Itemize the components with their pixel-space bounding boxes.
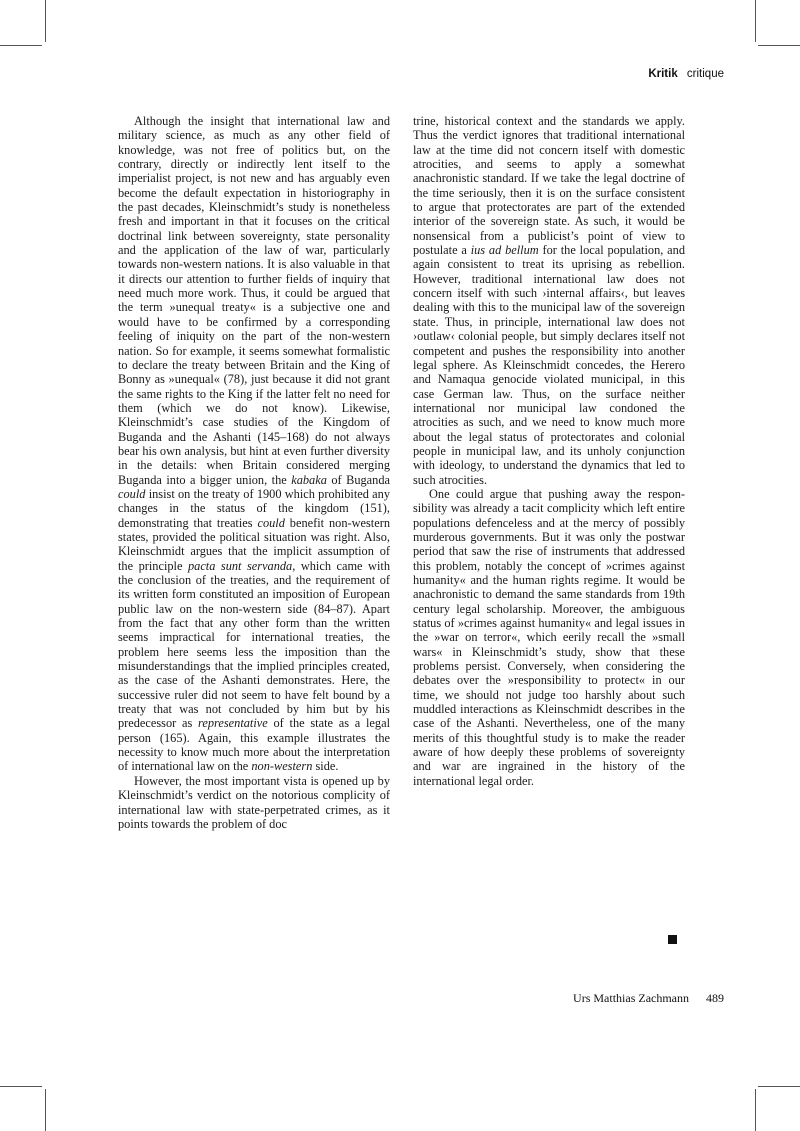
paragraph: trine, historical context and the standards we apply. Thus the verdict ignores that traditional international law at the time did not concern itself with domestic atrocities, and seems to apply a somewhat anachronistic standard. If we take the legal doctrine of the time seriously, then it is on the surface consistent to argue that protectorates are part of the extended interior of the sovereign state. As such, it would be nonsensical from a publicist’s point of view to postulate a ius ad bellum for the local population, and again consistent to treat its uprising as rebellion. However, traditional international law does not concern itself with such ›internal affairs‹, but leaves dealing with this to the municipal law of the sovereign state. Thus, in principle, international law does not ›outlaw‹ colonial people, but simply declares itself not competent and pushes the responsibility into another legal sphere. As Kleinschmidt concedes, the Herero and Namaqua genocide violated municipal, in this case German law. Thus, on the surface neither international nor municipal law condoned the atrocities as such, and we need to know much more about the legal status of protectorates and colonial people in municipal law, and its unholy conjunction with ideology, to understand the dynamics that led to such atrocities. (413, 114, 685, 487)
page-number: 489 (706, 991, 724, 1005)
section-subtitle: critique (686, 68, 724, 80)
crop-mark (755, 0, 756, 42)
author-name: Urs Matthias Zachmann (573, 991, 689, 1005)
paragraph: Although the insight that international law and military science, as much as any other field of knowledge, was not free of politics but, on the contrary, directly or indirectly lent itself to the imperialist project, is not new and has arguably even become the default expectation in historiography in the past decades, Kleinschmidt’s study is nonetheless fresh and important in that it focuses on the critical doctrinal link between sovereignty, state personality and the application of the law of war, particularly towards non-western nations. It is also valuable in that it directs our attention to further fields of inquiry that need much more work. Thus, it could be argued that the term »unequal treaty« is a subjective one and would have to be confirmed by a corresponding feeling of iniquity on the part of the non-western nation. So for example, it seems somewhat formalistic to declare the treaty between Britain and the King of Bonny as »unequal« (78), just because it did not grant the same rights to the King if the latter felt no need for them (which we do not know). Likewise, Kleinschmidt’s case studies of the Kingdom of Buganda and the Ashanti (145–168) do not always bear his own analysis, but hint at even further diversity in the details: when Britain considered merging Buganda into a bigger union, the kabaka of Buganda could insist on the treaty of 1900 which prohibited any changes in the status of the kingdom (151), demonstrating that treaties could benefit non-western states, provided the political situation was right. Also, Kleinschmidt argues that the implicit assumption of the principle pacta sunt servanda, which came with the conclusion of the treaties, and the requirement of its written form constituted an imposition of European public law on the non-western side (84–87). Apart from the fact that any other form than the written seems impractical for international treaties, the problem here seems less the imposition than the misunderstandings that the implied principles created, as the case of the Ashanti demonstrates. Here, the successive ruler did not seem to have felt bound by a treaty that was not concluded by him but by his predecessor as representative of the state as a legal person (165). Again, this example illustrates the necessity to know much more about the interpretation of international law on the non-western side. (118, 114, 390, 774)
crop-mark (758, 1086, 800, 1087)
paragraph: However, the most important vista is opened up by Kleinschmidt’s verdict on the notorious complicity of international law with state-perpetrated crimes, as it points towards the problem of doc (118, 773, 390, 831)
running-header (648, 68, 724, 80)
crop-mark (45, 0, 46, 42)
section-title: Kritik (648, 68, 678, 80)
crop-mark (758, 45, 800, 46)
crop-mark (755, 1089, 756, 1131)
paragraph: One could argue that pushing away the responsibility was already a tacit complicity which left entire populations defenceless and at the mercy of possibly murderous governments. But it was only the postwar period that saw the rise of instruments that addressed this problem, notably the concept of »crimes against humanity« and the human rights regime. It would be anachronistic to demand the same standards from 19th century legal scholarship. Moreover, the ambiguous status of »crimes against humanity« and legal issues in the »war on terror«, which eerily recall the »small wars« in Kleinschmidt’s study, show that these problems persist. Conversely, when considering the debates over the »responsibility to protect« in our time, we should not judge too harshly about such muddled interactions as Kleinschmidt describes in the case of the Ashanti. Nevertheless, one of the many merits of this thoughtful study is to make the reader aware of how deeply these problems of sovereignty and war are ingrained in the history of the international legal order. (413, 486, 685, 788)
right-column (413, 114, 685, 788)
crop-mark (0, 1086, 42, 1087)
left-column (118, 114, 390, 831)
end-of-article-mark (668, 935, 677, 944)
crop-mark (0, 45, 42, 46)
crop-mark (45, 1089, 46, 1131)
page-footer (573, 991, 724, 1006)
